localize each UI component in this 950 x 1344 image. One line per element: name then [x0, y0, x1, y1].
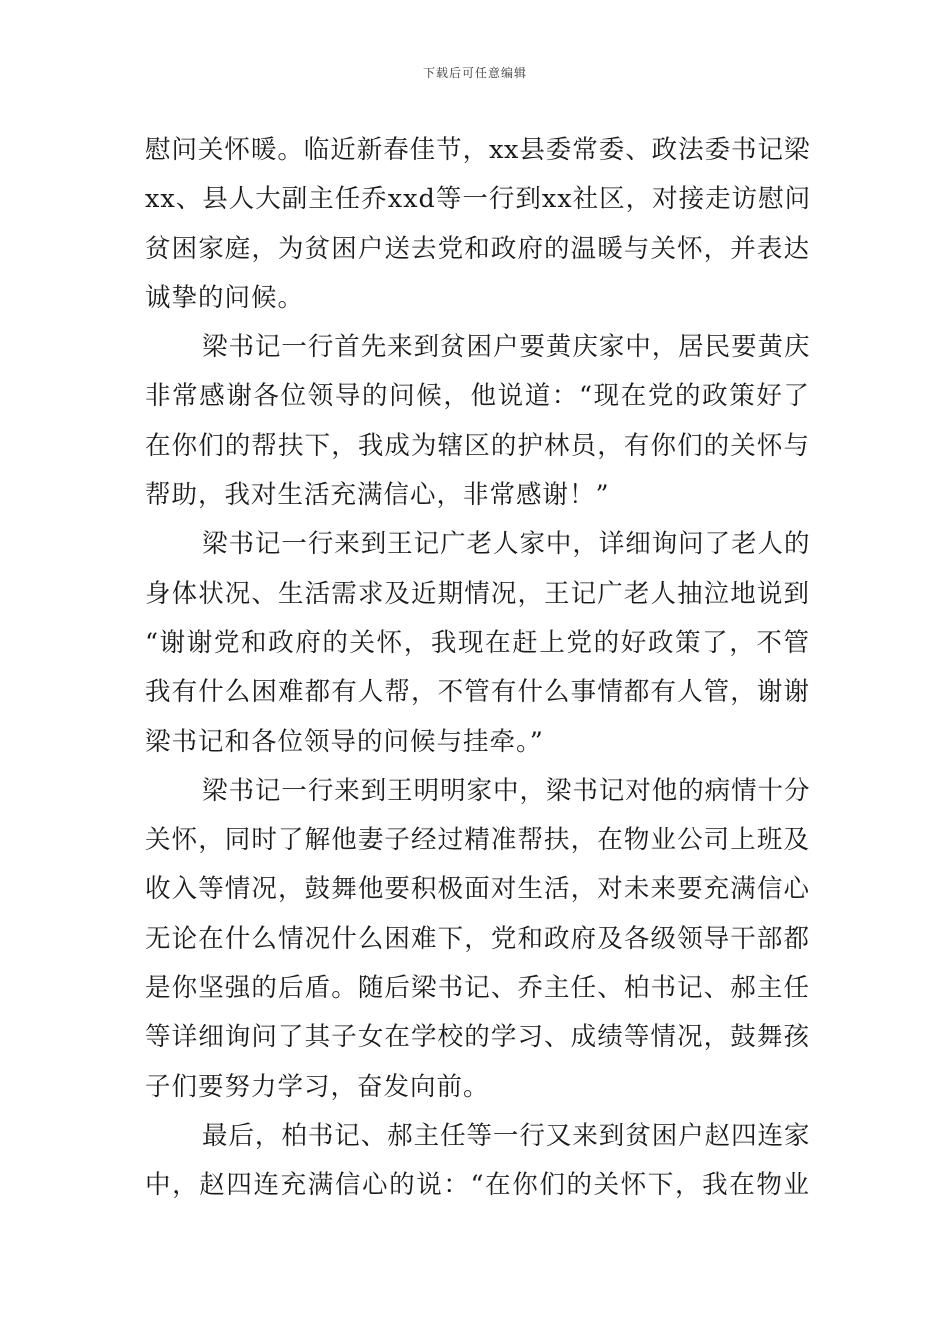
text-line: 帮助，我对生活充满信心，非常感谢！” [145, 480, 610, 511]
text-line: 我有什么困难都有人帮，不管有什么事情都有人管，谢谢 [145, 677, 810, 708]
text-line: 收入等情况，鼓舞他要积极面对生活，对未来要充满信心 [145, 874, 810, 905]
text-line: “谢谢党和政府的关怀，我现在赶上党的好政策了，不管 [145, 627, 810, 658]
text-line: 梁书记一行首先来到贫困户要黄庆家中，居民要黄庆 [202, 332, 810, 363]
text-line: 关怀，同时了解他妻子经过精准帮扶，在物业公司上班及 [145, 825, 810, 856]
document-body [145, 126, 810, 1211]
text-line: 中，赵四连充满信心的说：“在你们的关怀下，我在物业 [145, 1170, 810, 1201]
text-line: 慰问关怀暖。临近新春佳节，xx县委常委、政法委书记梁 [145, 135, 810, 165]
text-line: 梁书记一行来到王明明家中，梁书记对他的病情十分 [202, 775, 810, 806]
text-line: 子们要努力学习，奋发向前。 [145, 1071, 490, 1102]
page-header: 下载后可任意编辑 [422, 66, 527, 80]
text-line: 身体状况、生活需求及近期情况，王记广老人抽泣地说到 [145, 578, 810, 609]
text-line: 梁书记和各位领导的问候与挂牵。” [145, 726, 544, 757]
text-line: 诚挚的问候。 [145, 282, 305, 313]
text-line: 贫困家庭，为贫困户送去党和政府的温暖与关怀，并表达 [145, 233, 810, 264]
text-line: 在你们的帮扶下，我成为辖区的护林员，有你们的关怀与 [145, 430, 810, 461]
text-line: xx、县人大副主任乔xxd等一行到xx社区，对接走访慰问 [145, 184, 812, 215]
text-line: 梁书记一行来到王记广老人家中，详细询问了老人的 [202, 529, 810, 560]
text-line: 非常感谢各位领导的问候，他说道：“现在党的政策好了 [145, 381, 810, 412]
text-line: 等详细询问了其子女在学校的学习、成绩等情况，鼓舞孩 [145, 1022, 810, 1053]
text-line: 最后，柏书记、郝主任等一行又来到贫困户赵四连家 [202, 1120, 810, 1151]
text-line: 是你坚强的后盾。随后梁书记、乔主任、柏书记、郝主任 [145, 973, 810, 1004]
text-line: 无论在什么情况什么困难下，党和政府及各级领导干部都 [145, 923, 810, 954]
